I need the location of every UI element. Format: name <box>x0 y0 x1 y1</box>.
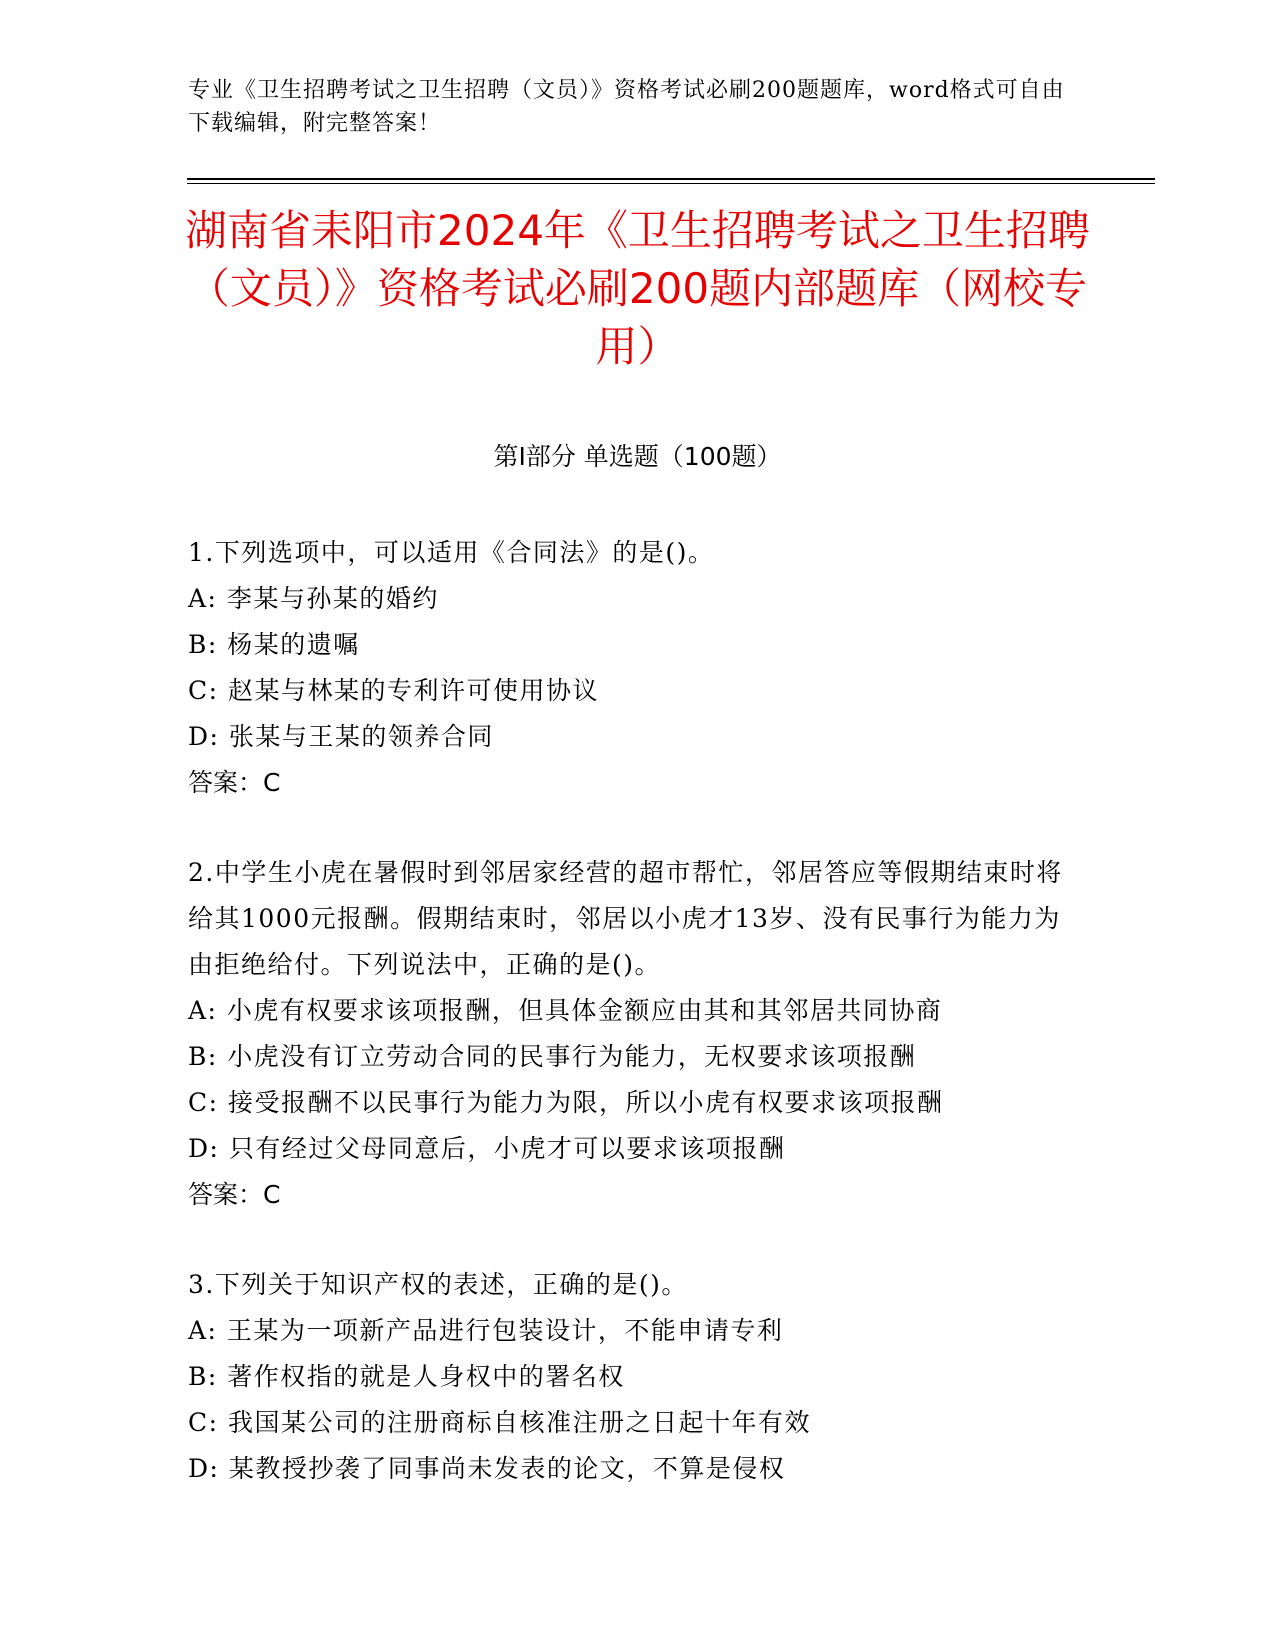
option-d: D: 张某与王某的领养合同 <box>188 722 494 751</box>
document-header-note: 专业《卫生招聘考试之卫生招聘（文员）》资格考试必刷200题题库，word格式可自由下载编辑，附完整答案！ <box>188 78 1065 136</box>
question-3 <box>188 1262 1068 1492</box>
header-divider-thin <box>187 183 1155 184</box>
question-1 <box>188 530 1068 806</box>
option-a: A: 李某与孙某的婚约 <box>188 584 439 613</box>
option-c: C: 接受报酬不以民事行为能力为限，所以小虎有权要求该项报酬 <box>188 1088 944 1117</box>
section-title: 第Ⅰ部分 单选题（100题） <box>493 442 782 471</box>
option-b: B: 著作权指的就是人身权中的署名权 <box>188 1362 625 1391</box>
option-c: C: 赵某与林某的专利许可使用协议 <box>188 676 599 705</box>
question-stem: 2.中学生小虎在暑假时到邻居家经营的超市帮忙，邻居答应等假期结束时将给其1000元报酬。假期结束时，邻居以小虎才13岁、没有民事行为能力为由拒绝给付。下列说法中，正确的是()。 <box>188 858 1063 979</box>
option-d: D: 某教授抄袭了同事尚未发表的论文，不算是侵权 <box>188 1454 786 1483</box>
option-d: D: 只有经过父母同意后，小虎才可以要求该项报酬 <box>188 1134 786 1163</box>
question-stem: 1.下列选项中，可以适用《合同法》的是()。 <box>188 538 715 567</box>
option-b: B: 小虎没有订立劳动合同的民事行为能力，无权要求该项报酬 <box>188 1042 917 1071</box>
question-2 <box>188 850 1068 1218</box>
question-list <box>188 530 1068 1536</box>
option-a: A: 王某为一项新产品进行包装设计，不能申请专利 <box>188 1316 784 1345</box>
header-divider-thick <box>187 178 1155 180</box>
question-stem: 3.下列关于知识产权的表述，正确的是()。 <box>188 1270 688 1299</box>
question-answer: 答案：C <box>188 768 281 797</box>
document-title: 湖南省耒阳市2024年《卫生招聘考试之卫生招聘（文员）》资格考试必刷200题内部题库（网校专用） <box>185 206 1090 371</box>
option-c: C: 我国某公司的注册商标自核准注册之日起十年有效 <box>188 1408 812 1437</box>
option-a: A: 小虎有权要求该项报酬，但具体金额应由其和其邻居共同协商 <box>188 996 943 1025</box>
option-b: B: 杨某的遗嘱 <box>188 630 360 659</box>
question-answer: 答案：C <box>188 1180 281 1209</box>
